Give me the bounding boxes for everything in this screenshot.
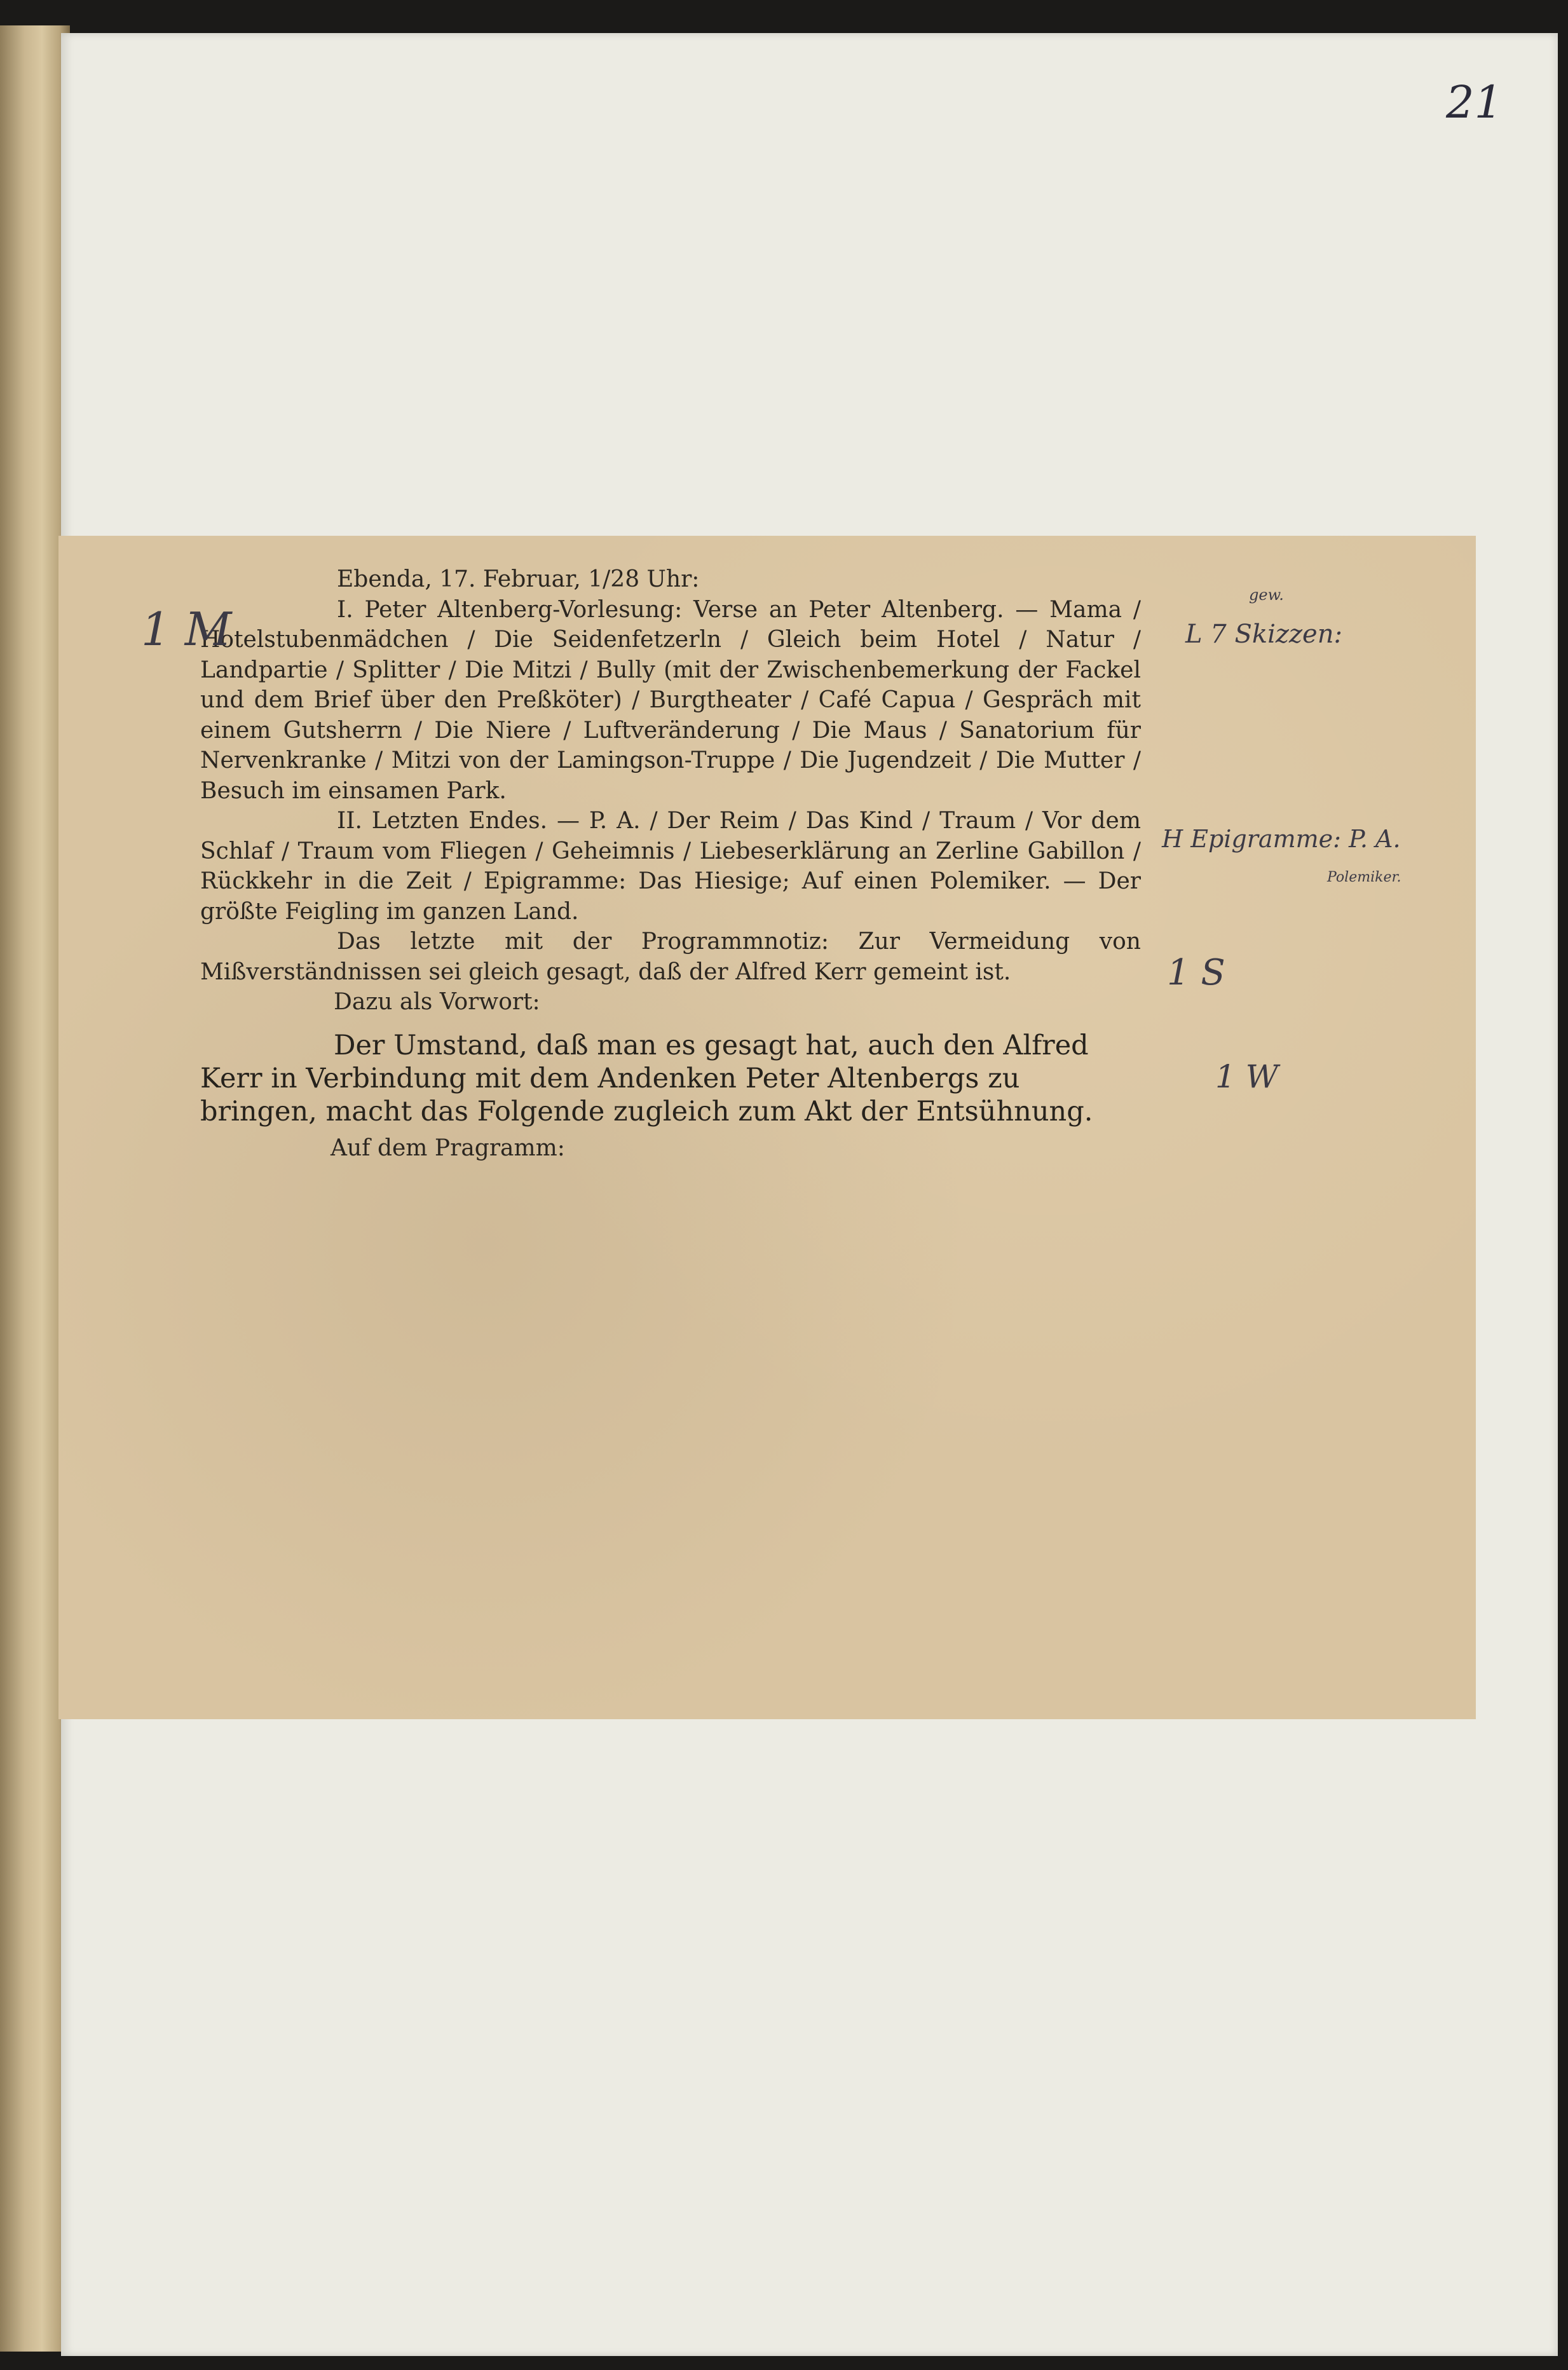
annotation-right-1: L 7 Skizzen: (1185, 620, 1342, 649)
annotation-right-4: 1 W (1215, 1058, 1279, 1095)
clipping-text (200, 564, 1141, 1163)
page-number: 21 (1446, 76, 1503, 128)
clipping-vorwort-label: Dazu als Vorwort: (334, 989, 540, 1015)
clipping-part-one: I. Peter Altenberg-Vorlesung: Verse an Peter Altenberg. — Mama / Hotelstubenmädchen / Die Seidenfetzerln / Gleich beim Hotel / Natur / Landpartie / Splitter / Die Mitzi / Bully (mit der Zwischenbemerkung der Fackel und dem Brief über den Preßköter) / Burgtheater / Café Capua / Gespräch mit einem Gutsherrn / Die Niere / Luftveränderung / Die Maus / Sanatorium für Nervenkranke / Mitzi von der Lamingson-Truppe / Die Jugendzeit / Die Mutter / Besuch im einsamen Park. (200, 596, 1141, 804)
annotation-right-2-sub: Polemiker. (1327, 869, 1401, 885)
clipping-program-note: Das letzte mit der Programmnotiz: Zur Vermeidung von Mißverständnissen sei gleich gesagt, daß der Alfred Kerr gemeint ist. (200, 929, 1141, 985)
annotation-right-2: H Epigramme: P. A. (1162, 825, 1401, 853)
clipping-vorwort-text: Der Umstand, daß man es gesagt hat, auch den Alfred Kerr in Verbindung mit dem Andenken Peter Altenbergs zu bringen, macht das Folgende zugleich zum Akt der Entsühnung. (200, 1029, 1093, 1127)
annotation-left-margin: 1 M (141, 603, 232, 656)
clipping-dateline: Ebenda, 17. Februar, 1/28 Uhr: (337, 566, 700, 592)
annotation-right-1-top: gew. (1249, 586, 1284, 604)
annotation-right-3: 1 S (1167, 952, 1225, 993)
clipping-program-label: Auf dem Pragramm: (331, 1134, 565, 1161)
clipping-part-two: II. Letzten Endes. — P. A. / Der Reim / Das Kind / Traum / Vor dem Schlaf / Traum vom Fliegen / Geheimnis / Liebeserklärung an Zerline Gabillon / Rückkehr in die Zeit / Epigramme: Das Hiesige; Auf einen Polemiker. — Der größte Feigling im ganzen Land. (200, 808, 1141, 925)
